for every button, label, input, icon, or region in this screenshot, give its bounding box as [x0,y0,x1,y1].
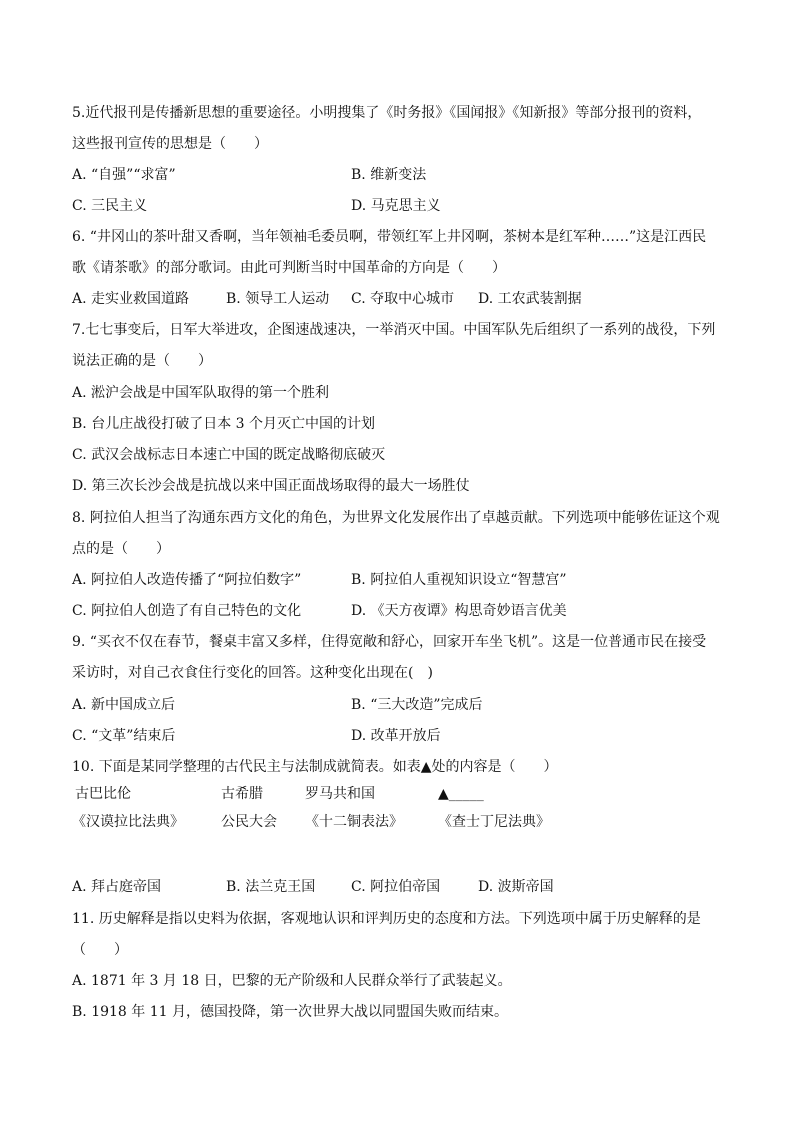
q5-option-d: D. 马克思主义 [351,198,441,214]
q5-option-b: B. 维新变法 [351,167,427,183]
q8-stem-line2: 点的是（ ） [72,541,170,557]
q11-option-a: A. 1871 年 3 月 18 日，巴黎的无产阶级和人民群众举行了武装起义。 [72,973,512,989]
q6-option-a: A. 走实业救国道路 [72,291,190,307]
q9-stem-line1: 9. “买衣不仅在春节，餐桌丰富又多样，住得宽敞和舒心，回家开车坐飞机”。这是一位普通市民在接受 [72,634,707,650]
q7-option-b: B. 台儿庄战役打破了日本 3 个月灭亡中国的计划 [72,416,375,432]
q9-option-d: D. 改革开放后 [351,728,441,744]
q10-option-a: A. 拜占庭帝国 [72,879,162,895]
q9-option-a: A. 新中国成立后 [72,697,176,713]
q8-option-a: A. 阿拉伯人改造传播了“阿拉伯数字” [72,572,302,588]
q5-option-a: A. “自强”“求富” [72,167,176,183]
q10-option-c: C. 阿拉伯帝国 [351,879,441,895]
q11-option-b: B. 1918 年 11 月，德国投降，第一次世界大战以同盟国失败而结束。 [72,1004,508,1020]
q7-option-d: D. 第三次长沙会战是抗战以来中国正面战场取得的最大一场胜仗 [72,478,470,494]
q10-option-b: B. 法兰克王国 [226,879,316,895]
q6-option-c: C. 夺取中心城市 [351,291,455,307]
q5-stem-line2: 这些报刊宣传的思想是（ ） [72,136,268,152]
q10-table-cell: 古巴比伦 [75,786,131,802]
q7-stem-line1: 7.七七事变后，日军大举进攻，企图速战速决，一举消灭中国。中国军队先后组织了一系列的战役，下列 [72,322,716,338]
q10-table-cell: 罗马共和国 [305,786,375,802]
q7-option-c: C. 武汉会战标志日本速亡中国的既定战略彻底破灭 [72,447,386,463]
q6-stem-line1: 6. “井冈山的茶叶甜又香啊，当年领袖毛委员啊，带领红军上井冈啊，茶树本是红军种……”这是江西民 [72,229,707,245]
q10-table-cell: 《十二铜表法》 [305,814,403,830]
q9-option-b: B. “三大改造”完成后 [351,697,483,713]
q10-table-cell: 《汉谟拉比法典》 [72,814,184,830]
q10-table-cell: ▲_____ [438,786,484,802]
q6-option-d: D. 工农武装割据 [478,291,582,307]
q7-option-a: A. 淞沪会战是中国军队取得的第一个胜利 [72,385,330,401]
q8-option-c: C. 阿拉伯人创造了有自己特色的文化 [72,603,302,619]
q5-option-c: C. 三民主义 [72,198,148,214]
q10-table-cell: 公民大会 [221,814,277,830]
q8-stem-line1: 8. 阿拉伯人担当了沟通东西方文化的角色，为世界文化发展作出了卓越贡献。下列选项中能够佐证这个观 [72,510,720,526]
q9-option-c: C. “文革”结束后 [72,728,176,744]
q5-stem-line1: 5.近代报刊是传播新思想的重要途径。小明搜集了《时务报》《国闻报》《知新报》等部分报刊的资料， [72,105,702,121]
q8-option-b: B. 阿拉伯人重视知识设立“智慧宫” [351,572,567,588]
q10-stem-line1: 10. 下面是某同学整理的古代民主与法制成就简表。如表▲处的内容是（ ） [72,759,558,775]
q7-stem-line2: 说法正确的是（ ） [72,353,212,369]
q6-stem-line2: 歌《请茶歌》的部分歌词。由此可判断当时中国革命的方向是（ ） [72,260,506,276]
q10-table-cell: 古希腊 [221,786,263,802]
q11-stem-line2: （ ） [72,942,128,958]
q11-stem-line1: 11. 历史解释是指以史料为依据，客观地认识和评判历史的态度和方法。下列选项中属于历史解释的是 [72,911,701,927]
q8-option-d: D. 《天方夜谭》构思奇妙语言优美 [351,603,567,619]
q10-option-d: D. 波斯帝国 [478,879,554,895]
q9-stem-line2: 采访时，对自己衣食住行变化的回答。这种变化出现在( ) [72,665,433,681]
q6-option-b: B. 领导工人运动 [226,291,330,307]
q10-table-cell: 《查士丁尼法典》 [438,814,550,830]
